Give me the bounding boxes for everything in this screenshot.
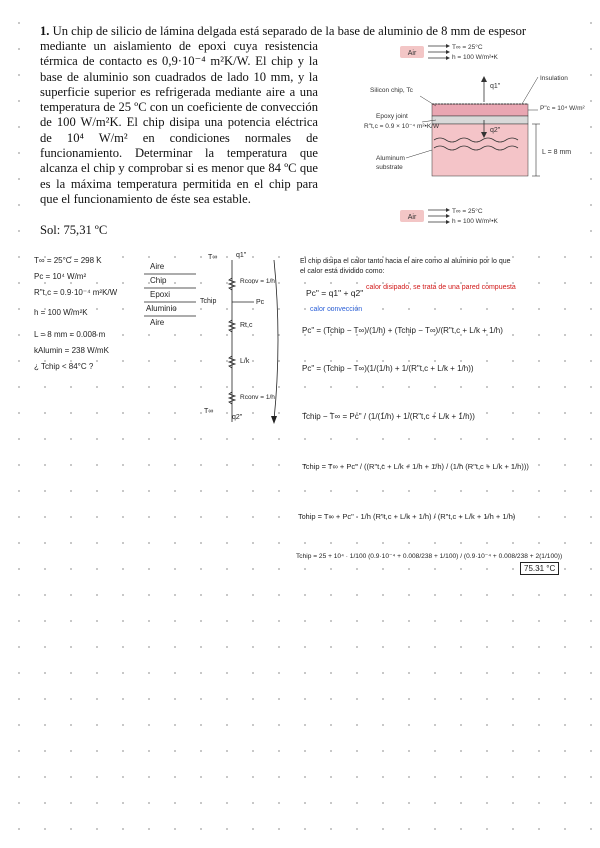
given-line: T∞ = 25°C = 298 K [34,256,102,265]
layer-label: Chip [150,276,167,285]
circuit-q2: q2" [232,414,243,421]
chip-figure [362,40,594,240]
circuit-pc: Pc [256,299,265,306]
tinf-bottom: T∞ = 25°C [452,208,483,215]
q1-label: q1" [490,83,501,90]
air-top-arrows [428,46,446,58]
equation-2: Pc" = (Tchip − T∞)/(1/h) + (Tchip − T∞)/(R"t,c + L/k + 1/h) [302,326,503,335]
epoxy-rect [432,116,528,124]
equation-5: Tchip = T∞ + Pc" / ((R"t,c + L/k + 1/h + 1/h) / (1/h (R"t,c + L/k + 1/h))) [302,462,529,471]
circuit-q1: q1" [236,252,247,259]
l-label: L = 8 mm [542,149,572,156]
problem-first-line-text: Un chip de silicio de lámina delgada está separado de la base de aluminio de 8 mm de espesor [52,24,527,38]
aluminum-rect [432,124,528,176]
problem-number: 1. [40,24,50,38]
given-line: h = 100 W/m²K [34,308,88,317]
red-annotation: calor disipado, se trata de una pared compuesta [366,284,516,291]
layer-label: Epoxi [150,290,171,299]
given-line: Pc = 10⁴ W/m² [34,272,87,281]
circuit-tchip: Tchip [200,298,217,305]
answer-box: 75.31 °C [520,562,559,575]
problem-body: mediante un aislamiento de epoxi cuya resistencia térmica de contacto es 0,9·10⁻⁴ m²K/W. El chip y la base de aluminio son cuadrados de lado 10 mm, y la superficie superior es refrigerada mediante aire a una temperatura de 25 ºC con un coeficiente de convección de 100 W/m²K. El chip disipa una potencia eléctrica de 10⁴ W/m² en condiciones normales de funcionamiento. Determinar la temperatura que alcanza el chip y comprobar si es menor que 84 ºC que es la máxima temperatura permitida en el chip para que el funcionamiento de éste sea estable. [40,39,318,206]
silicon-chip-rect [432,104,528,116]
equation-7: Tchip = 25 + 10⁴ · 1/100 (0.9·10⁻⁴ + 0.008/238 + 1/100) / (0.9·10⁻⁴ + 0.008/238 + 2(1/100)) [296,553,563,560]
substrate-label: substrate [376,164,403,171]
circuit-tinf-top: T∞ [208,254,218,261]
equation-6: Tchip = T∞ + Pc" · 1/h (R"t,c + L/k + 1/h) / (R"t,c + L/k + 1/h + 1/h) [298,512,516,521]
circuit-tinf-bottom: T∞ [204,408,214,415]
problem-statement [26,20,585,240]
q2-label: q2" [490,127,501,134]
insulation-label: Insulation [540,75,568,82]
handwritten-notes [0,248,600,848]
silicon-chip-label: Silicon chip, Tc [370,87,413,94]
tinf-top: T∞ = 25°C [452,44,483,51]
layer-label: Aluminio [146,304,177,313]
air-bottom-arrows [428,210,446,222]
rtc-label: R"t,c = 0.9 × 10⁻⁴ m²•K/W [364,123,440,130]
eq-balance: Pc" = q1" + q2" [306,288,364,298]
layer-label: Aire [150,318,165,327]
circuit-rtc: Rt,c [240,322,253,329]
solution-text: Sol: 75,31 ºC [40,223,108,237]
h-top: h = 100 W/m²•K [452,54,498,61]
equation-3: Pc" = (Tchip − T∞)(1/(1/h) + 1/(R"t,c + L/k + 1/h)) [302,364,474,373]
epoxy-label: Epoxy joint [376,113,408,120]
eq-intro-line-1: El chip disipa el calor tanto hacia el aire como al aluminio por lo que [300,258,511,265]
air-bottom-label: Air [407,214,417,221]
aluminum-label: Aluminum [376,155,405,162]
given-line: R"t,c = 0.9·10⁻⁴ m²K/W [34,288,118,297]
given-line: ¿ Tchip < 84°C ? [34,362,94,371]
layer-label: Aire [150,262,165,271]
equation-4: Tchip − T∞ = Pc" / (1/(1/h) + 1/(R"t,c + L/k + 1/h)) [302,412,475,421]
circuit-lk: L/k [240,358,250,365]
air-top-label: Air [407,50,417,57]
given-line: L = 8 mm = 0.008 m [34,330,106,339]
pc-label: P"c = 10⁴ W/m² [540,105,585,112]
h-bottom: h = 100 W/m²•K [452,218,498,225]
problem-first-line [40,24,564,39]
blue-annotation: calor convección [310,306,363,313]
circuit-rconv-bottom: Rconv = 1/h [240,394,275,401]
circuit-rconv-top: Rconv = 1/h [240,278,275,285]
eq-intro-line-2: el calor está dividido como: [300,268,385,275]
given-line: kAlumin = 238 W/mK [34,346,109,355]
